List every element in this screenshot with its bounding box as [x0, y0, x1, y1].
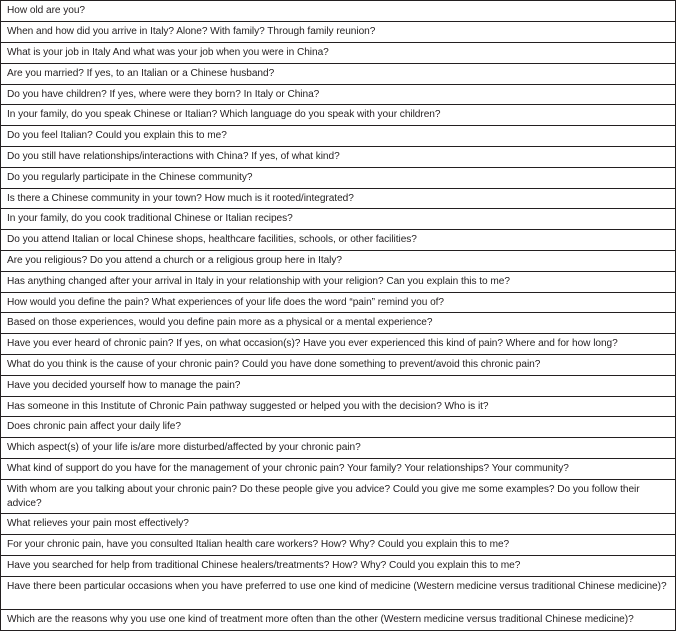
question-text: Which are the reasons why you use one kind of treatment more often than the other (Western medicine versus traditional Chinese medicine)?: [7, 614, 634, 625]
table-row: [1, 514, 675, 535]
question-text: Do you regularly participate in the Chinese community?: [7, 172, 253, 183]
question-text: Which aspect(s) of your life is/are more disturbed/affected by your chronic pain?: [7, 442, 361, 453]
table-row: [1, 556, 675, 577]
question-text: Do you attend Italian or local Chinese shops, healthcare facilities, schools, or other facilities?: [7, 234, 417, 245]
question-text: How old are you?: [7, 5, 85, 16]
table-row: [1, 438, 675, 459]
table-row: [1, 480, 675, 514]
question-text: Have you ever heard of chronic pain? If yes, on what occasion(s)? Have you ever experienced this kind of pain? Where and for how long?: [7, 338, 618, 349]
table-row: [1, 334, 675, 355]
table-row: [1, 85, 675, 105]
question-text: Have you searched for help from traditional Chinese healers/treatments? How? Why? Could you explain this to me?: [7, 560, 521, 571]
question-text: How would you define the pain? What experiences of your life does the word “pain” remind you of?: [7, 297, 445, 308]
question-text: Does chronic pain affect your daily life?: [7, 421, 181, 432]
table-row: [1, 209, 675, 230]
table-row: [1, 230, 675, 251]
question-text: Have you decided yourself how to manage the pain?: [7, 380, 241, 391]
question-text: When and how did you arrive in Italy? Alone? With family? Through family reunion?: [7, 26, 376, 37]
question-text: Do you have children? If yes, where were they born? In Italy or China?: [7, 89, 320, 100]
question-text: With whom are you talking about your chronic pain? Do these people give you advice? Could you give me some examples? Do you follow their advice?: [7, 484, 640, 509]
question-text: What relieves your pain most effectively?: [7, 518, 189, 529]
question-text: Are you married? If yes, to an Italian or a Chinese husband?: [7, 68, 275, 79]
question-text: Do you feel Italian? Could you explain this to me?: [7, 130, 227, 141]
table-row: [1, 22, 675, 43]
question-text: Do you still have relationships/interactions with China? If yes, of what kind?: [7, 151, 340, 162]
question-text: What kind of support do you have for the management of your chronic pain? Your family? Your relationships? Your community?: [7, 463, 569, 474]
table-row: [1, 535, 675, 556]
table-row: [1, 168, 675, 189]
table-row: [1, 293, 675, 313]
question-text: Is there a Chinese community in your town? How much is it rooted/integrated?: [7, 193, 354, 204]
table-row: [1, 313, 675, 334]
question-text: Has someone in this Institute of Chronic Pain pathway suggested or helped you with the decision? Who is it?: [7, 401, 489, 412]
question-text: What do you think is the cause of your chronic pain? Could you have done something to prevent/avoid this chronic pain?: [7, 359, 541, 370]
table-row: [1, 610, 675, 630]
question-text: Have there been particular occasions when you have preferred to use one kind of medicine (Western medicine versus traditional Chinese medicine)?: [7, 581, 667, 592]
table-row: [1, 251, 675, 272]
table-row: [1, 355, 675, 376]
table-row: [1, 577, 675, 610]
table-row: [1, 272, 675, 293]
table-row: [1, 1, 675, 22]
table-row: [1, 64, 675, 85]
table-row: [1, 147, 675, 168]
question-text: Are you religious? Do you attend a church or a religious group here in Italy?: [7, 255, 342, 266]
table-row: [1, 43, 675, 64]
table-row: [1, 376, 675, 397]
table-row: [1, 189, 675, 209]
table-row: [1, 105, 675, 126]
question-text: In your family, do you cook traditional Chinese or Italian recipes?: [7, 213, 293, 224]
question-text: Based on those experiences, would you define pain more as a physical or a mental experience?: [7, 317, 433, 328]
question-text: For your chronic pain, have you consulted Italian health care workers? How? Why? Could you explain this to me?: [7, 539, 510, 550]
question-text: Has anything changed after your arrival in Italy in your relationship with your religion? Can you explain this to me?: [7, 276, 510, 287]
question-text: In your family, do you speak Chinese or Italian? Which language do you speak with your children?: [7, 109, 441, 120]
table-row: [1, 417, 675, 438]
table-row: [1, 126, 675, 147]
table-row: [1, 397, 675, 417]
question-text: What is your job in Italy And what was your job when you were in China?: [7, 47, 329, 58]
table-row: [1, 459, 675, 480]
